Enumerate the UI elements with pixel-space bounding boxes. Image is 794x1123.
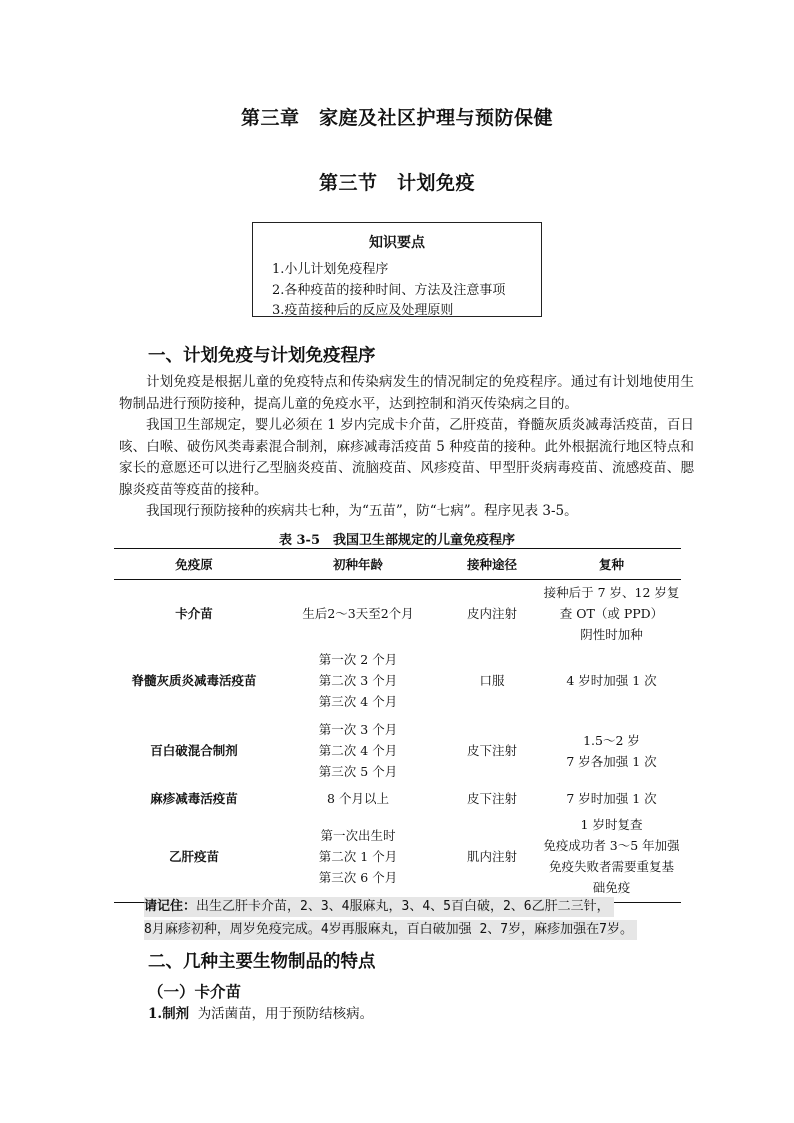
key-point-item: 3.疫苗接种后的反应及处理原则 (272, 303, 454, 318)
body-text (119, 372, 694, 523)
column-header: 接种途径 (442, 549, 542, 580)
column-header: 免疫原 (114, 549, 274, 580)
column-header: 初种年龄 (274, 549, 442, 580)
vaccine-name: 乙肝疫苗 (114, 811, 274, 903)
age-line: 第一次 2 个月 (318, 652, 398, 667)
heading-1: 一、计划免疫与计划免疫程序 (148, 346, 376, 366)
table-row (114, 715, 681, 787)
memo-text: 8月麻疹初种，周岁免疫完成。4岁再服麻丸，百白破加强 2、7岁，麻疹加强在7岁。 (144, 922, 633, 937)
age-line: 第二次 1 个月 (318, 848, 398, 864)
booster (542, 647, 681, 715)
booster-line: 查 OT（或 PPD） (559, 605, 664, 621)
item-label: 1.制剂 (148, 1006, 190, 1022)
route: 皮内注射 (466, 605, 517, 621)
heading-2: 二、几种主要生物制品的特点 (148, 952, 376, 972)
age-line: 第一次出生时 (320, 827, 396, 843)
age-line: 第三次 4 个月 (318, 694, 398, 709)
key-point-item: 2.各种疫苗的接种时间、方法及注意事项 (272, 283, 506, 298)
age-line: 生后2～3天至2个月 (302, 605, 414, 621)
paragraph: 我国卫生部规定，婴儿必须在 1 岁内完成卡介苗，乙肝疫苗，脊髓灰质炎减毒活疫苗，百日咳、白喉、破伤风类毒素混合制剂，麻疹减毒活疫苗 5 种疫苗的接种。此外根据流行地区特点和家长的意愿还可以进行乙型脑炎疫苗、流脑疫苗、风疹疫苗、甲型肝炎病毒疫苗、流感疫苗、腮腺炎疫苗等疫苗的接种。 (119, 417, 694, 498)
vaccine-name: 麻疹减毒活疫苗 (150, 791, 238, 806)
subheading: （一）卡介苗 (148, 982, 242, 1001)
key-points-title: 知识要点 (369, 235, 425, 251)
table-caption: 表 3-5 我国卫生部规定的儿童免疫程序 (278, 533, 515, 548)
age-line: 8 个月以上 (327, 791, 389, 806)
booster-line: 阴性时加种 (580, 626, 643, 642)
table-row (114, 787, 681, 811)
booster-line: 7 岁时加强 1 次 (566, 791, 657, 806)
memo-line-1 (144, 897, 614, 917)
vaccine-name: 卡介苗 (175, 605, 213, 621)
age-line: 第三次 5 个月 (318, 764, 398, 779)
booster (542, 580, 681, 647)
item-text: 为活菌苗，用于预防结核病。 (197, 1006, 374, 1022)
key-points-box (252, 222, 542, 317)
key-point-item: 1.小儿计划免疫程序 (272, 262, 389, 277)
memo-text: 出生乙肝卡介苗，2、3、4服麻丸，3、4、5百白破，2、6乙肝二三针， (196, 899, 610, 914)
route: 皮下注射 (466, 791, 517, 806)
booster (542, 787, 681, 811)
booster-line: 接种后于 7 岁、12 岁复 (543, 584, 680, 600)
memo-label: 请记住： (144, 899, 197, 914)
booster-line: 免疫失败者需要重复基 (548, 859, 674, 875)
memo-box (144, 897, 684, 940)
chapter-title: 第三章 家庭及社区护理与预防保健 (240, 107, 553, 129)
booster-line: 1 岁时复查 (580, 817, 643, 833)
paragraph: 计划免疫是根据儿童的免疫特点和传染病发生的情况制定的免疫程序。通过有计划地使用生物制品进行预防接种，提高儿童的免疫水平，达到控制和消灭传染病之目的。 (119, 374, 694, 412)
initial-age (274, 811, 442, 903)
column-header: 复种 (542, 549, 681, 580)
age-line: 第三次 6 个月 (318, 869, 398, 885)
age-line: 第二次 4 个月 (318, 743, 398, 758)
initial-age (274, 580, 442, 647)
booster (542, 811, 681, 903)
memo-line-2 (144, 920, 637, 940)
table-row (114, 580, 681, 647)
age-line: 第二次 3 个月 (318, 673, 398, 688)
table-row (114, 811, 681, 903)
booster-line: 4 岁时加强 1 次 (566, 673, 657, 688)
section-title: 第三节 计划免疫 (318, 172, 475, 194)
booster (542, 715, 681, 787)
initial-age (274, 647, 442, 715)
booster-line: 免疫成功者 3～5 年加强 (543, 838, 680, 854)
table-header-row (114, 549, 681, 580)
paragraph: 我国现行预防接种的疾病共七种，为“五苗”，防“七病”。程序见表 3-5。 (146, 503, 578, 519)
item-paragraph (148, 1002, 373, 1022)
vaccine-name: 百白破混合制剂 (150, 743, 238, 758)
booster-line: 7 岁各加强 1 次 (566, 753, 657, 769)
immunization-table (114, 548, 681, 903)
age-line: 第一次 3 个月 (318, 722, 398, 737)
booster-line: 1.5～2 岁 (583, 732, 640, 748)
vaccine-name: 脊髓灰质炎减毒活疫苗 (131, 673, 257, 688)
route: 皮下注射 (466, 743, 517, 758)
table-row (114, 647, 681, 715)
initial-age (274, 715, 442, 787)
route: 肌内注射 (442, 811, 542, 903)
booster-line: 础免疫 (592, 880, 631, 896)
initial-age (274, 787, 442, 811)
route: 口服 (479, 673, 505, 688)
